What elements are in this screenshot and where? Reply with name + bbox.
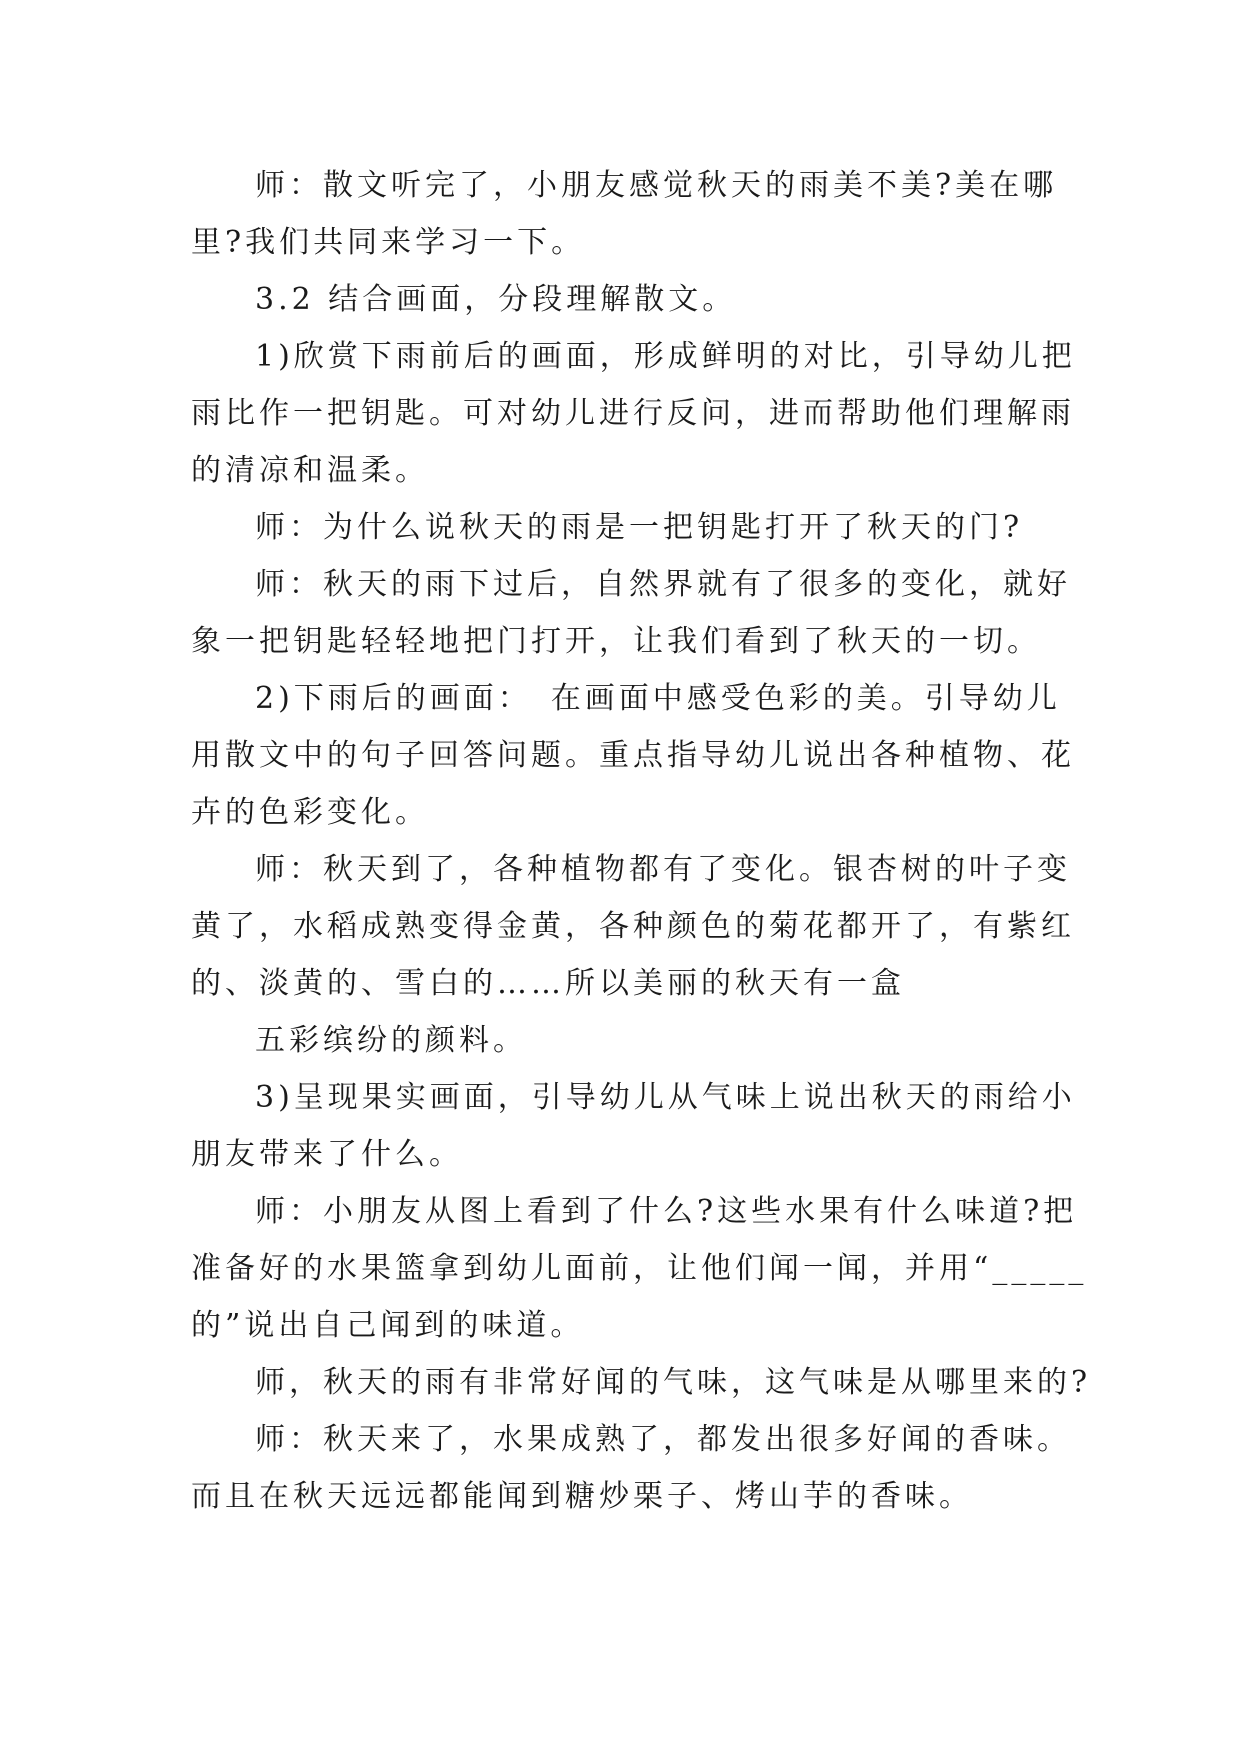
text-line: 师：秋天来了，水果成熟了，都发出很多好闻的香味。: [255, 1422, 1071, 1457]
text-line: 卉的色彩变化。: [191, 795, 429, 830]
text-line: 五彩缤纷的颜料。: [255, 1023, 527, 1058]
text-line: 用散文中的句子回答问题。重点指导幼儿说出各种植物、花: [191, 738, 1075, 773]
text-line: 的、淡黄的、雪白的……所以美丽的秋天有一盒: [191, 966, 905, 1001]
text-line: 3)呈现果实画面，引导幼儿从气味上说出秋天的雨给小: [255, 1080, 1076, 1115]
text-line: 师：秋天的雨下过后，自然界就有了很多的变化，就好: [255, 567, 1071, 602]
text-line: 2)下雨后的画面： 在画面中感受色彩的美。引导幼儿: [255, 681, 1061, 716]
text-line: 朋友带来了什么。: [191, 1137, 463, 1172]
text-line: 里?我们共同来学习一下。: [191, 225, 586, 260]
text-line: 雨比作一把钥匙。可对幼儿进行反问，进而帮助他们理解雨: [191, 396, 1075, 431]
text-line: 师：秋天到了，各种植物都有了变化。银杏树的叶子变: [255, 852, 1071, 887]
text-line: 3.2 结合画面，分段理解散文。: [255, 282, 737, 317]
text-line: 的清凉和温柔。: [191, 453, 429, 488]
text-line: 师：为什么说秋天的雨是一把钥匙打开了秋天的门?: [255, 510, 1024, 545]
text-line: 而且在秋天远远都能闻到糖炒栗子、烤山芋的香味。: [191, 1479, 973, 1514]
text-line: 准备好的水果篮拿到幼儿面前，让他们闻一闻，并用“_____: [191, 1251, 1088, 1286]
text-line: 师，秋天的雨有非常好闻的气味，这气味是从哪里来的?: [255, 1365, 1092, 1400]
text-line: 黄了，水稻成熟变得金黄，各种颜色的菊花都开了，有紫红: [191, 909, 1075, 944]
text-line: 象一把钥匙轻轻地把门打开，让我们看到了秋天的一切。: [191, 624, 1041, 659]
text-line: 的”说出自己闻到的味道。: [191, 1308, 585, 1343]
text-line: 1)欣赏下雨前后的画面，形成鲜明的对比，引导幼儿把: [255, 339, 1076, 374]
text-line: 师：小朋友从图上看到了什么?这些水果有什么味道?把: [255, 1194, 1078, 1229]
text-line: 师：散文听完了，小朋友感觉秋天的雨美不美?美在哪: [255, 168, 1058, 203]
